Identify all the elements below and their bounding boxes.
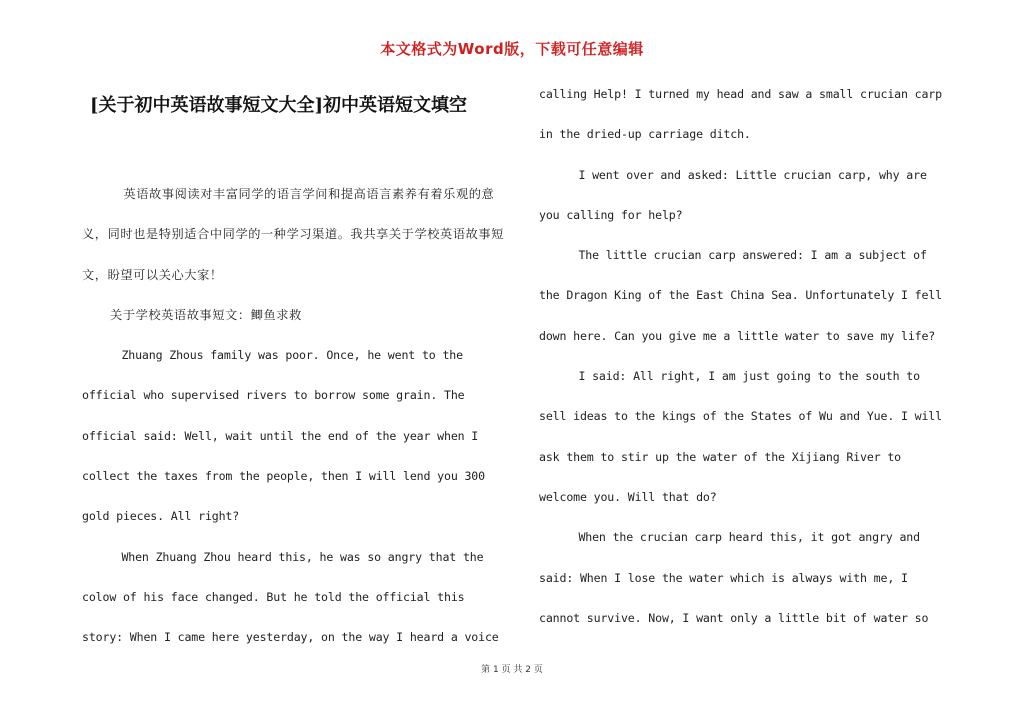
story-paragraph-4: I went over and asked: Little crucian carp, why are you calling for help? (539, 167, 927, 222)
page-number-footer: 第 1 页 共 2 页 (481, 665, 543, 675)
story-paragraph-7: When the crucian carp heard this, it got angry and said: When I lose the water which is always with me, I cannot survive. Now, I want only a little bit of water so (539, 530, 929, 625)
story-paragraph-2: When Zhuang Zhou heard this, he was so angry that the colow of his face changed. But he told the official this story: When I came here yesterday, on the way I heard a voice (82, 549, 499, 645)
left-column (82, 174, 507, 658)
document-title: [关于初中英语故事短文大全]初中英语短文填空 (90, 95, 468, 116)
story-paragraph-3: calling Help! I turned my head and saw a small crucian carp in the dried-up carriage ditch. (539, 87, 942, 142)
story-paragraph-1: Zhuang Zhous family was poor. Once, he went to the official who supervised rivers to borrow some grain. The official said: Well, wait until the end of the year when I collect the taxes from the people, then I will lend you 300 gold pieces. All right? (82, 348, 485, 524)
story-paragraph-5: The little crucian carp answered: I am a subject of the Dragon King of the East China Sea. Unfortunately I fell down here. Can you give me a little water to save my life? (539, 248, 942, 343)
editable-word-banner: 本文格式为Word版，下载可任意编辑 (380, 40, 644, 58)
story-paragraph-6: I said: All right, I am just going to the south to sell ideas to the kings of the States of Wu and Yue. I will ask them to stir up the water of the Xijiang River to welcome you. Will that do? (539, 369, 942, 504)
intro-paragraph: 英语故事阅读对丰富同学的语言学问和提高语言素养有着乐观的意义，同时也是特别适合中同学的一种学习渠道。我共享关于学校英语故事短文，盼望可以关心大家！ (82, 187, 504, 282)
right-column (539, 74, 951, 638)
story-heading: 关于学校英语故事短文：鲫鱼求救 (110, 307, 302, 322)
